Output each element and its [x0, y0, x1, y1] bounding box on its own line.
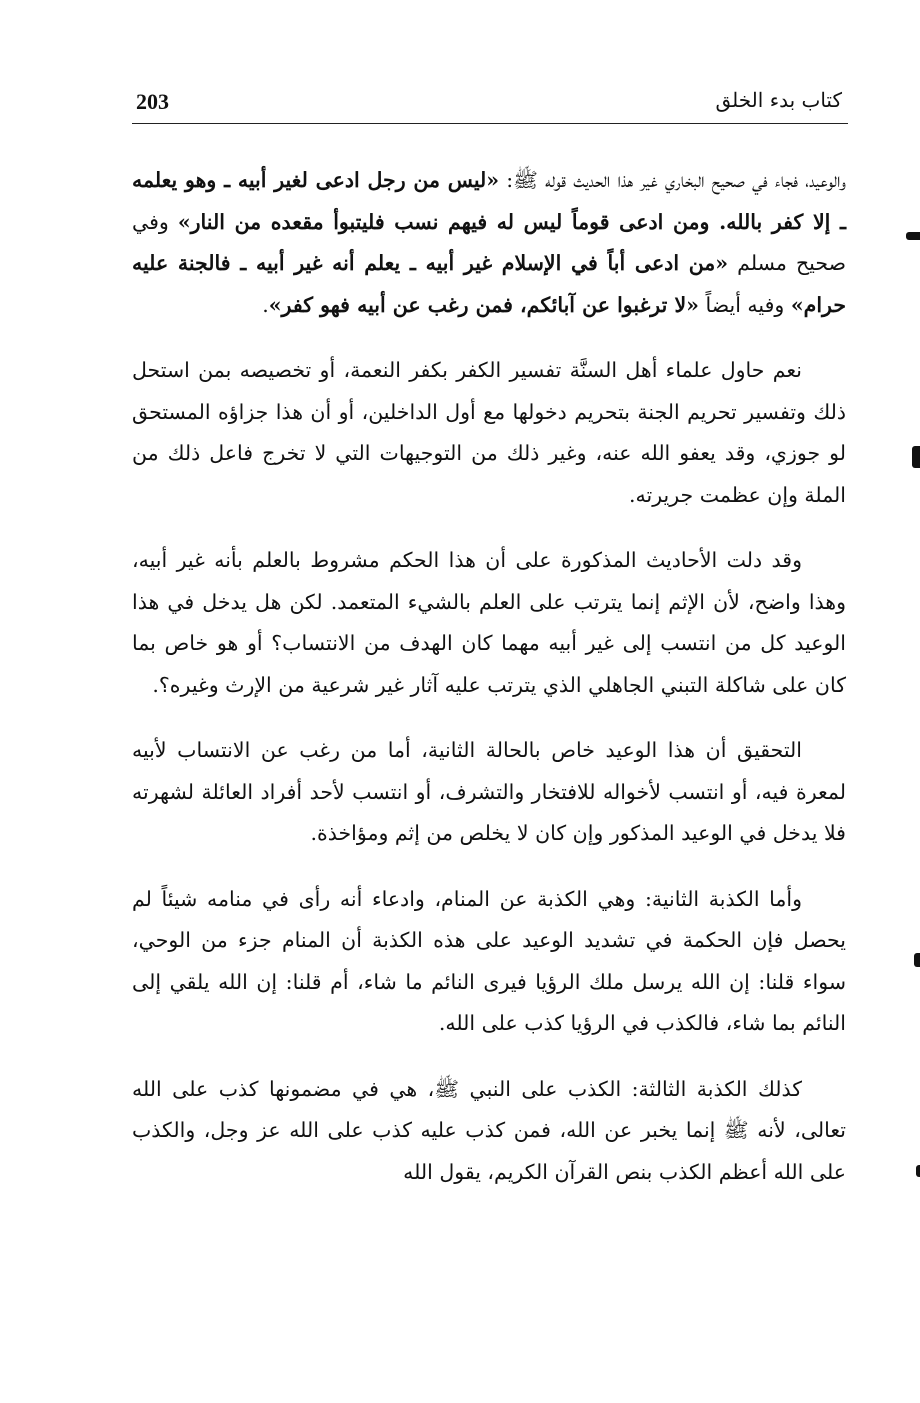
margin-scan-mark: [916, 1165, 920, 1177]
header-rule: [132, 123, 848, 124]
body-text: [132, 160, 846, 1217]
paragraph: [132, 730, 846, 855]
text-run: وقد دلت الأحاديث المذكورة على أن هذا الحكم مشروط بالعلم بأنه غير أبيه، وهذا واضح، لأن الإثم إنما يترتب على العلم بالشيء المتعمد. لكن هل يدخل في هذا الوعيد كل من انتسب إلى غير أبيه مهما كان الهدف من الانتساب؟ أو هو خاص بما كان على شاكلة التبني الجاهلي الذي يترتب عليه آثار غير شرعية من الإرث وغيره؟.: [132, 548, 846, 697]
page-number: 203: [136, 89, 169, 114]
margin-scan-mark: [906, 232, 920, 240]
running-title: كتاب بدء الخلق: [715, 88, 842, 112]
paragraph: [132, 879, 846, 1045]
margin-scan-mark: [912, 446, 920, 468]
paragraph: [132, 540, 846, 706]
hadith-quote: «لا ترغبوا عن آبائكم، فمن رغب عن أبيه فهو كفر»: [268, 292, 699, 317]
text-run: كذلك الكذبة الثالثة: الكذب على النبي ﷺ، هي في مضمونها كذب على الله تعالى، لأنه ﷺ إنما يخبر عن الله، فمن كذب عليه كذب على الله عز وجل، والكذب على الله أعظم الكذب بنص القرآن الكريم، يقول الله: [132, 1076, 846, 1184]
hadith-quote: «من ادعى أباً في الإسلام غير أبيه ـ يعلم أنه غير أبيه ـ فالجنة عليه حرام»: [132, 251, 846, 317]
text-run: وفيه أيضاً: [698, 292, 791, 317]
hadith-quote: «ليس من رجل ادعى لغير أبيه ـ وهو يعلمه ـ إلا كفر بالله. ومن ادعى قوماً ليس له فيهم نسب فليتبوأ مقعده من النار»: [132, 168, 846, 234]
text-run: والوعيد، فجاء في صحيح البخاري غير هذا الحديث قوله ﷺ:: [499, 168, 846, 192]
paragraph: [132, 1069, 846, 1194]
margin-scan-mark: [914, 953, 920, 967]
text-run: وفي صحيح مسلم: [132, 209, 846, 275]
text-run: وأما الكذبة الثانية: وهي الكذبة عن المنام، وادعاء أنه رأى في منامه شيئاً لم يحصل فإن الحكمة في تشديد الوعيد على هذه الكذبة أن المنام جزء من الوحي، سواء قلنا: إن الله يرسل ملك الرؤيا فيرى النائم ما شاء، أم قلنا: إن الله يلقي إلى النائم بما شاء، فالكذب في الرؤيا كذب على الله.: [132, 886, 846, 1035]
paragraph: [132, 350, 846, 516]
text-run: نعم حاول علماء أهل السنَّة تفسير الكفر بكفر النعمة، أو تخصيصه بمن استحل ذلك وتفسير تحريم الجنة بتحريم دخولها مع أول الداخلين، أو أن هذا جزاؤه المستحق لو جوزي، وقد يعفو الله عنه، وغير ذلك من التوجيهات التي لا تخرج فاعل ذلك من الملة وإن عظمت جريرته.: [132, 358, 846, 507]
text-run: .: [262, 292, 269, 317]
text-run: التحقيق أن هذا الوعيد خاص بالحالة الثانية، أما من رغب عن الانتساب لأبيه لمعرة فيه، أو انتسب لأخواله للافتخار والتشرف، أو انتسب لأحد أفراد العائلة لشهرته فلا يدخل في الوعيد المذكور وإن كان لا يخلص من إثم ومؤاخذة.: [132, 738, 846, 845]
paragraph: [132, 160, 846, 326]
page-header: [132, 84, 848, 124]
